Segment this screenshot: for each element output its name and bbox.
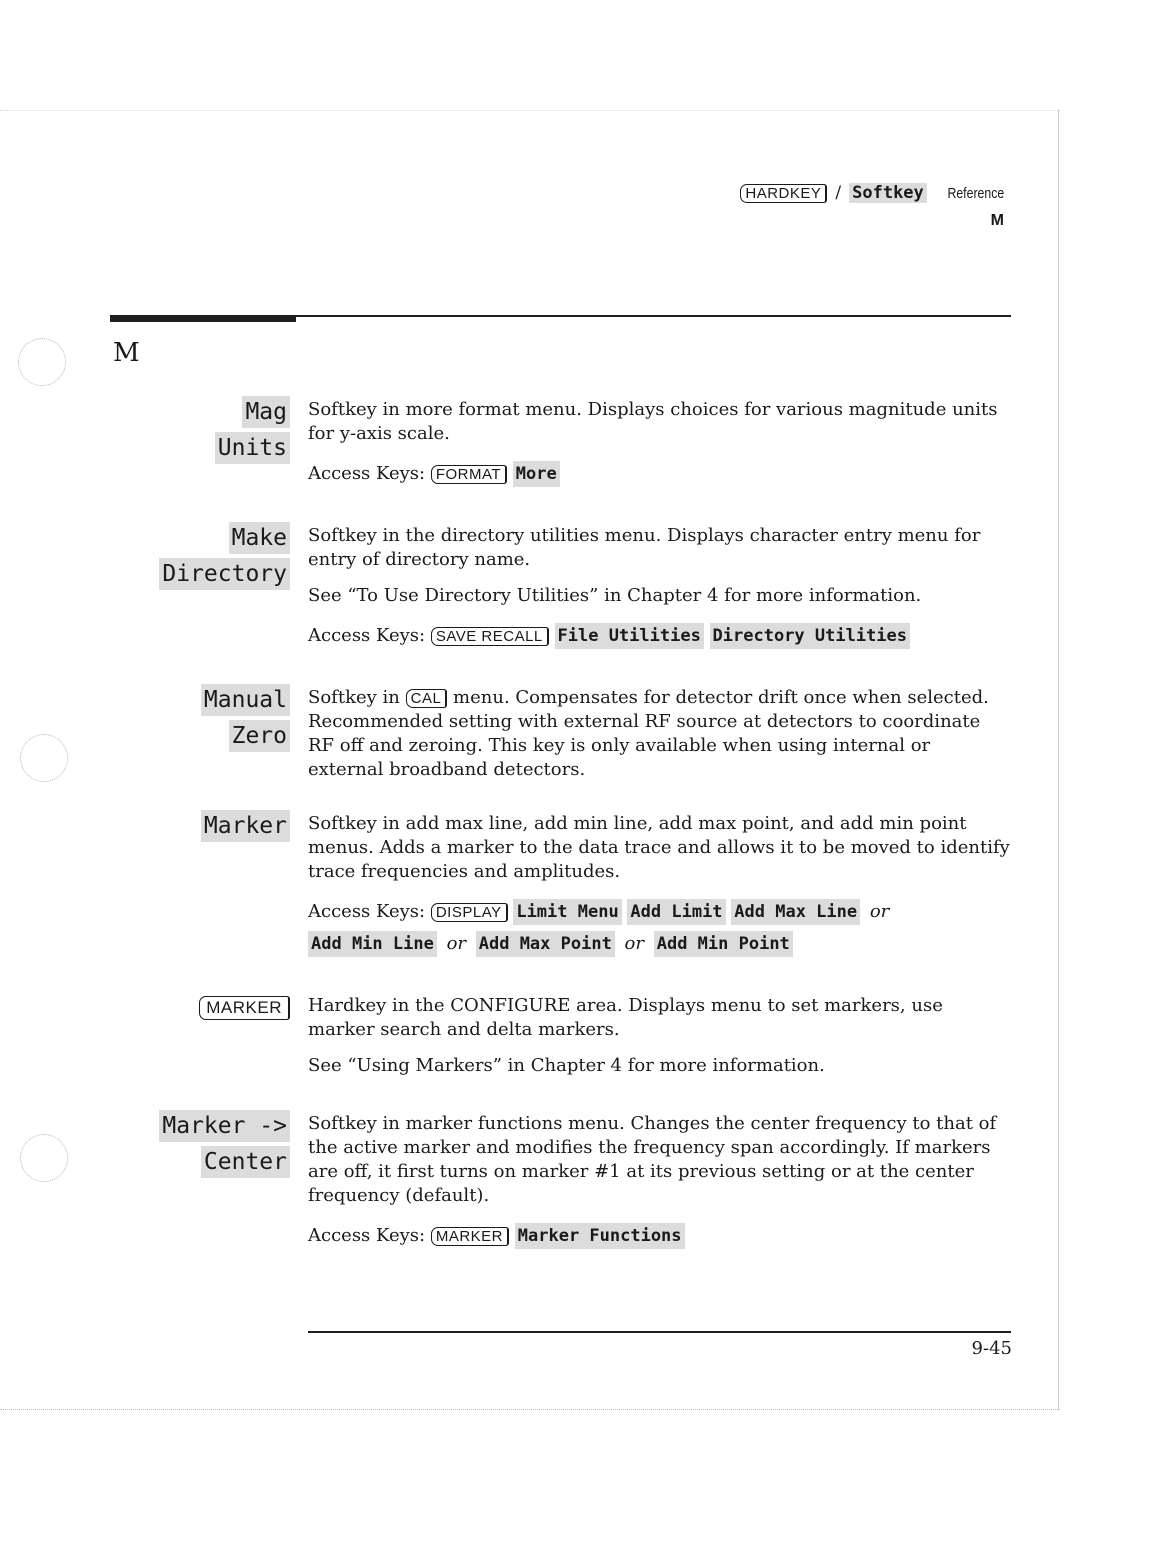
entry-term	[201, 810, 290, 846]
entry-term	[201, 684, 290, 756]
entry-description	[308, 524, 1010, 664]
page-edge-right	[1058, 110, 1059, 1410]
access-keys	[308, 458, 1010, 490]
header-softkey: Softkey	[849, 183, 927, 203]
entry-description	[308, 686, 1010, 794]
access-keys	[308, 896, 1010, 960]
term-softkey: Marker ->	[159, 1110, 290, 1142]
header-reference: Reference	[947, 184, 1004, 202]
description-text: Softkey in marker functions menu. Changes the center frequency to that of the active marker and modifies the frequency span accordingly. If markers are off, it first turns on marker #1 at its previous setting or at the center frequency (default).	[308, 1113, 997, 1206]
page-edge-bottom	[0, 1409, 1060, 1410]
entry-term	[159, 1110, 290, 1182]
or-separator: or	[446, 933, 467, 954]
punch-hole	[20, 1134, 68, 1182]
or-separator: or	[869, 901, 890, 922]
term-softkey: Marker	[201, 810, 290, 842]
description-text: Softkey in more format menu. Displays choices for various magnitude units for y-axis scale.	[308, 399, 998, 444]
description-text-start: Softkey in	[308, 687, 400, 708]
description-text-rest: menu. Compensates for detector drift once when selected. Recommended setting with external RF source at detectors to coordinate RF off and zeroing. This key is only available when using internal or external broadband detectors.	[308, 687, 989, 780]
hardkey-format: FORMAT	[431, 465, 507, 484]
header-section-letter: M	[990, 212, 1004, 229]
header-hardkey: HARDKEY	[740, 184, 827, 203]
softkey-add-max-point: Add Max Point	[476, 931, 615, 957]
description-text: See “Using Markers” in Chapter 4 for more information.	[308, 1055, 825, 1076]
entry-description	[308, 1112, 1010, 1264]
entry-term	[199, 996, 290, 1020]
description-text: Softkey in the directory utilities menu. Displays character entry menu for entry of directory name.	[308, 525, 981, 570]
page-edge-top	[0, 110, 1060, 111]
access-keys	[308, 620, 1010, 652]
access-keys-label: Access Keys:	[308, 625, 426, 646]
softkey-add-min-line: Add Min Line	[308, 931, 437, 957]
hardkey-save-recall: SAVE RECALL	[431, 627, 549, 646]
access-keys	[308, 1220, 1010, 1252]
hardkey-cal: CAL	[406, 689, 448, 708]
access-keys-label: Access Keys:	[308, 901, 426, 922]
term-hardkey-marker: MARKER	[199, 996, 290, 1020]
or-separator: or	[624, 933, 644, 954]
access-keys-label: Access Keys:	[308, 463, 426, 484]
softkey-directory-utilities: Directory Utilities	[710, 623, 910, 649]
entry-term	[159, 522, 290, 594]
softkey-add-limit: Add Limit	[627, 899, 725, 925]
page-number: 9-45	[971, 1338, 1012, 1359]
section-letter: M	[113, 338, 140, 368]
description-text: Hardkey in the CONFIGURE area. Displays menu to set markers, use marker search and delta markers.	[308, 995, 943, 1040]
softkey-file-utilities: File Utilities	[555, 623, 704, 649]
term-softkey: Units	[215, 432, 290, 464]
header-divider: /	[835, 183, 842, 203]
softkey-more: More	[513, 461, 560, 487]
hardkey-display: DISPLAY	[431, 903, 508, 922]
term-softkey: Manual	[201, 684, 290, 716]
running-header	[740, 183, 1004, 203]
description-text: See “To Use Directory Utilities” in Chapter 4 for more information.	[308, 585, 922, 606]
term-softkey: Directory	[159, 558, 290, 590]
section-rule-tab	[110, 315, 296, 322]
punch-hole	[18, 338, 66, 386]
description-text: Softkey in add max line, add min line, add max point, and add min point menus. Adds a marker to the data trace and allows it to be moved to identify trace frequencies and amplitudes.	[308, 813, 1010, 882]
softkey-limit-menu: Limit Menu	[513, 899, 621, 925]
description-text	[308, 686, 1010, 782]
term-softkey: Zero	[229, 720, 290, 752]
entry-term	[215, 396, 290, 468]
softkey-add-max-line: Add Max Line	[731, 899, 860, 925]
softkey-add-min-point: Add Min Point	[654, 931, 793, 957]
access-keys-label: Access Keys:	[308, 1225, 426, 1246]
term-softkey: Mag	[242, 396, 290, 428]
entry-description	[308, 812, 1010, 972]
entry-description	[308, 398, 1010, 502]
footer-rule	[308, 1331, 1011, 1333]
term-softkey: Center	[201, 1146, 290, 1178]
term-softkey: Make	[229, 522, 290, 554]
entry-description	[308, 994, 1010, 1090]
hardkey-marker: MARKER	[431, 1227, 509, 1246]
punch-hole	[20, 734, 68, 782]
softkey-marker-functions: Marker Functions	[515, 1223, 685, 1249]
